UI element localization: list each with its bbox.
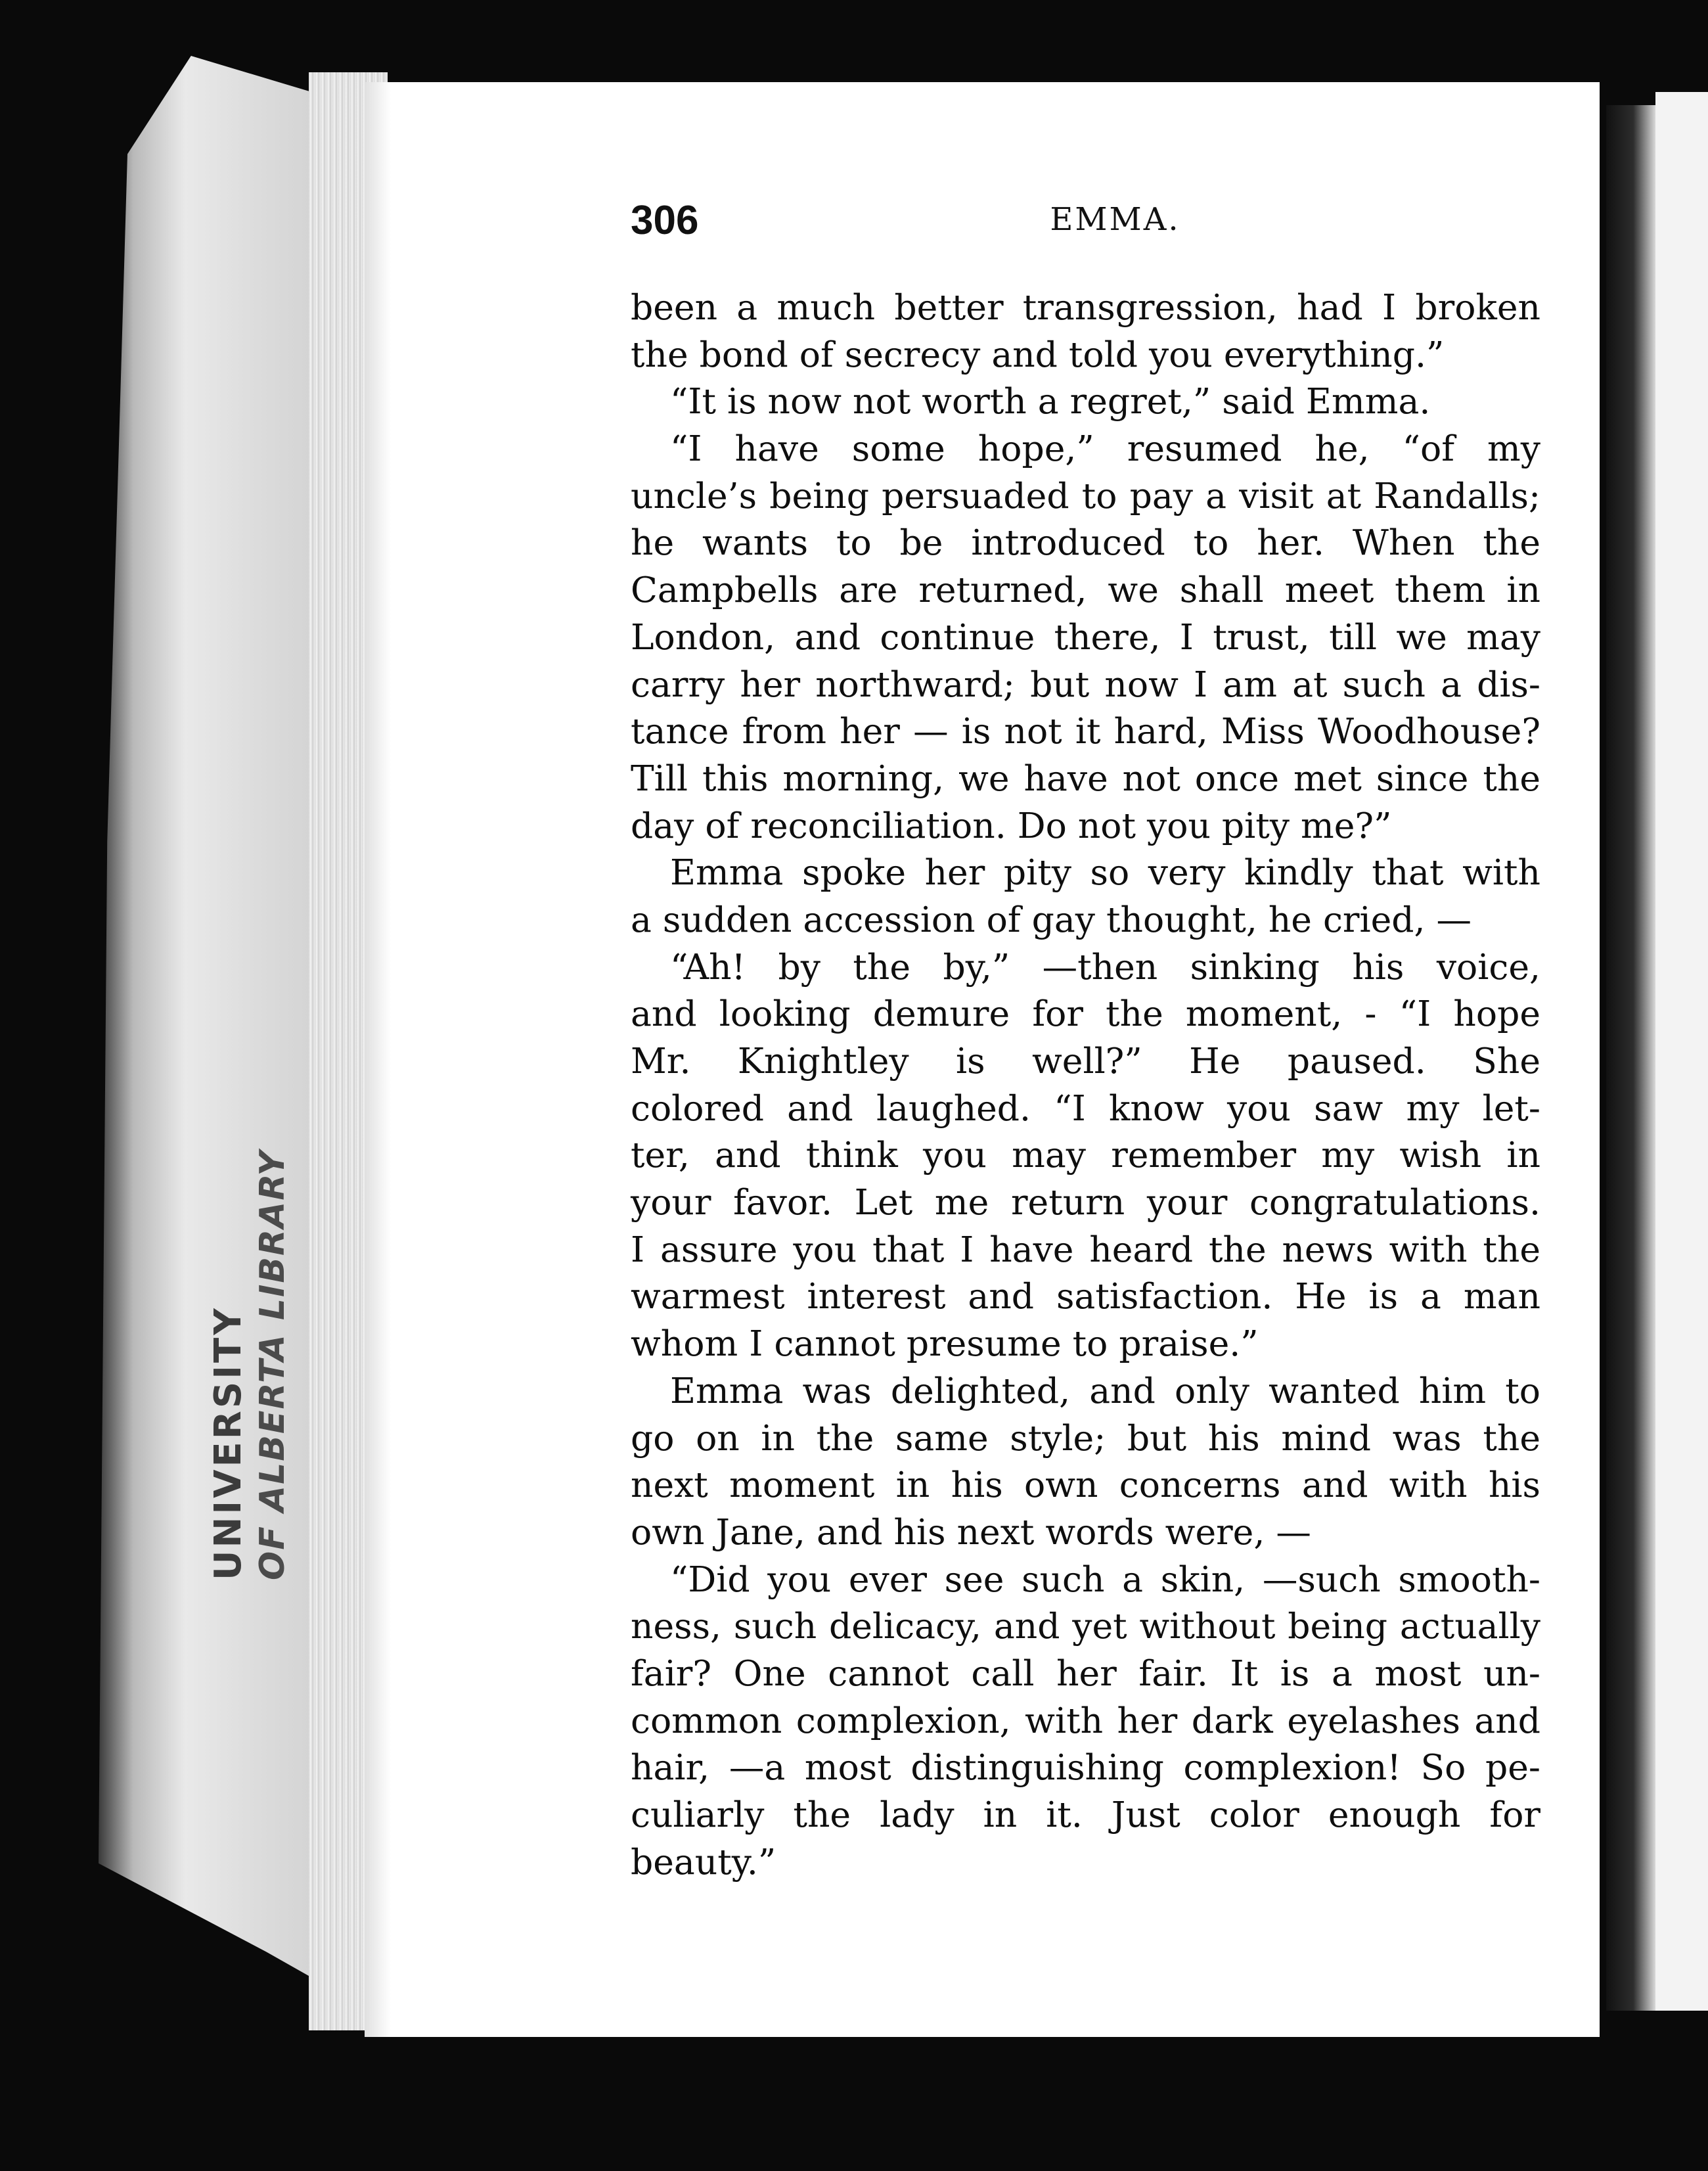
text-line: tance from her — is not it hard, Miss Woodhouse? <box>631 710 1540 752</box>
text-line: the bond of secrecy and told you everything.” <box>631 333 1445 375</box>
text-line: ness, such delicacy, and yet without being actually <box>631 1605 1540 1647</box>
text-line: Mr. Knightley is well?” He paused. She <box>631 1040 1540 1082</box>
text-line: carry her northward; but now I am at such a dis- <box>631 663 1540 705</box>
text-line: day of reconciliation. Do not you pity me?” <box>631 804 1392 846</box>
text-line: Emma was delighted, and only wanted him to <box>670 1369 1540 1411</box>
facing-page-shadow <box>1606 105 1655 2011</box>
text-line: Campbells are returned, we shall meet them in <box>631 569 1540 611</box>
body-text <box>631 284 1540 1885</box>
text-line: and looking demure for the moment, - “I hope <box>631 993 1540 1035</box>
stamp-line-library: OF ALBERTA LIBRARY <box>253 1149 292 1580</box>
text-line: whom I cannot presume to praise.” <box>631 1323 1259 1365</box>
text-line: beauty.” <box>631 1840 776 1883</box>
text-line: own Jane, and his next words were, — <box>631 1511 1311 1553</box>
text-line: “Did you ever see such a skin, —such smooth- <box>670 1558 1540 1600</box>
text-line: next moment in his own concerns and with his <box>631 1464 1540 1506</box>
stamp-line-university: UNIVERSITY <box>207 1306 250 1580</box>
text-line: common complexion, with her dark eyelashes and <box>631 1699 1540 1741</box>
text-line: warmest interest and satisfaction. He is a man <box>631 1275 1540 1317</box>
text-line: uncle’s being persuaded to pay a visit at Randalls; <box>631 474 1540 516</box>
text-line: culiarly the lady in it. Just color enough for <box>631 1794 1540 1835</box>
text-line: a sudden accession of gay thought, he cried, — <box>631 898 1472 940</box>
text-line: fair? One cannot call her fair. It is a most un- <box>631 1652 1540 1694</box>
text-line: “I have some hope,” resumed he, “of my <box>670 428 1540 470</box>
text-line: been a much better transgression, had I broken <box>631 286 1540 328</box>
text-line: hair, —a most distinguishing complexion! So pe- <box>631 1747 1540 1789</box>
page-number: 306 <box>631 198 699 243</box>
text-line: Emma spoke her pity so very kindly that with <box>670 852 1540 894</box>
text-line: I assure you that I have heard the news with the <box>631 1228 1540 1270</box>
library-stamp <box>207 1149 292 1580</box>
text-line: he wants to be introduced to her. When the <box>631 522 1540 564</box>
text-line: Till this morning, we have not once met since the <box>631 757 1540 799</box>
text-line: go on in the same style; but his mind was the <box>631 1417 1540 1459</box>
page-header <box>631 197 1540 250</box>
gutter-shadow <box>365 82 391 2037</box>
text-line: your favor. Let me return your congratulations. <box>631 1181 1540 1223</box>
text-line: ter, and think you may remember my wish in <box>631 1134 1540 1176</box>
text-line: “Ah! by the by,” —then sinking his voice, <box>670 946 1540 988</box>
text-line: “It is now not worth a regret,” said Emma. <box>670 380 1431 423</box>
running-title: EMMA. <box>1050 201 1180 238</box>
text-line: colored and laughed. “I know you saw my let- <box>631 1087 1540 1129</box>
text-line: London, and continue there, I trust, till we may <box>631 616 1540 658</box>
facing-page-edge <box>1655 92 1708 2011</box>
